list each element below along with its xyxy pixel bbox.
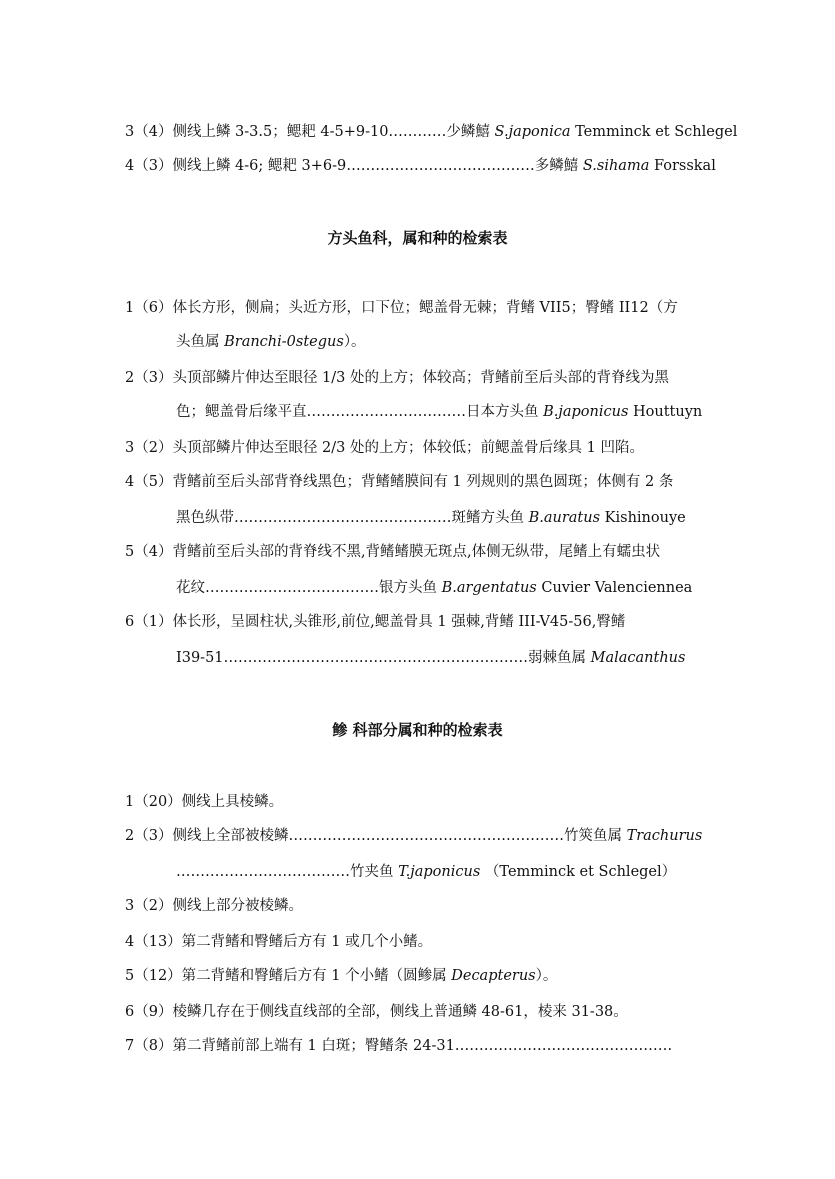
entry-text: 1（20）侧线上具棱鳞。 — [125, 794, 284, 810]
entry-text: I39-51………………………………………………………弱棘鱼属 — [176, 650, 591, 666]
key-entry-1-cont — [176, 332, 746, 352]
key-entry-6-cont — [176, 648, 746, 668]
entry-text: ………………………………竹夹鱼 — [176, 864, 399, 880]
entry-text: 4（13）第二背鳍和臀鳍后方有 1 或几个小鳍。 — [125, 934, 433, 950]
genus-name: Trachurus — [626, 828, 703, 844]
key-entry-4-cont — [176, 508, 746, 528]
entry-text: 2（3）头顶部鳞片伸达至眼径 1/3 处的上方；体较高；背鳍前至后头部的背脊线为黑 — [125, 370, 670, 386]
key-entry-6 — [125, 1002, 745, 1022]
entry-text: 4（5）背鳍前至后头部背脊线黑色；背鳍鳍膜间有 1 列规则的黑色圆斑；体侧有 2 条 — [125, 474, 674, 490]
key-entry-4 — [125, 472, 745, 492]
entry-text: 2（3）侧线上全部被棱鳞…………………………………………………竹筴鱼属 — [125, 828, 627, 844]
entry-text: 4（3）侧线上鳞 4-6; 鳃耙 3+6-9…………………………………多鳞鱚 — [125, 158, 583, 174]
key-entry-5 — [125, 966, 745, 986]
author-name: （Temminck et Schlegel） — [480, 864, 677, 880]
entry-text: 7（8）第二背鳍前部上端有 1 白斑；臀鳍条 24-31……………………………………… — [125, 1038, 673, 1054]
author-name: Kishinouye — [600, 510, 686, 526]
species-name: T.japonicus — [398, 864, 481, 880]
species-name: B.auratus — [528, 510, 601, 526]
species-name: B.japonicus — [543, 404, 629, 420]
key-entry-2 — [125, 826, 745, 846]
species-name: B.argentatus — [441, 580, 537, 596]
key-entry-1 — [125, 792, 745, 812]
section-title: 方头鱼科，属和种的检索表 — [327, 229, 508, 247]
entry-text: 6（1）体长形，呈圆柱状,头锥形,前位,鳃盖骨具 1 强棘,背鳍 III-V45-56,臀鳍 — [125, 614, 626, 630]
section-title: 鲹 科部分属和种的检索表 — [332, 721, 503, 739]
entry-text: 1（6）体长方形，侧扁；头近方形，口下位；鳃盖骨无棘；背鳍 VII5；臀鳍 II12（方 — [125, 300, 678, 316]
species-name: S.japonica — [494, 124, 571, 140]
key-entry-6 — [125, 612, 745, 632]
author-name: Houttuyn — [628, 404, 703, 420]
genus-name: Branchi-0stegus — [224, 334, 344, 350]
key-entry-3 — [125, 896, 745, 916]
key-entry-3 — [125, 438, 745, 458]
entry-text: ）。 — [343, 334, 366, 350]
key-entry-5 — [125, 542, 745, 562]
key-entry-4 — [125, 156, 745, 176]
species-name: S.sihama — [582, 158, 650, 174]
entry-text: 3（2）头顶部鳞片伸达至眼径 2/3 处的上方；体较低；前鳃盖骨后缘具 1 凹陷。 — [125, 440, 644, 456]
entry-text: 5（12）第二背鳍和臀鳍后方有 1 个小鳍（圆鲹属 — [125, 968, 452, 984]
entry-text: 花纹………………………………银方头鱼 — [176, 580, 442, 596]
entry-text: 3（2）侧线上部分被棱鳞。 — [125, 898, 303, 914]
author-name: Temminck et Schlegel — [570, 124, 738, 140]
key-entry-5-cont — [176, 578, 746, 598]
key-entry-4 — [125, 932, 745, 952]
author-name: Cuvier Valenciennea — [536, 580, 693, 596]
author-name: Forsskal — [649, 158, 716, 174]
entry-text: 3（4）侧线上鳞 3-3.5；鳃耙 4-5+9-10…………少鳞鱚 — [125, 124, 495, 140]
entry-text: 6（9）棱鳞几存在于侧线直线部的全部，侧线上普通鳞 48-61，棱来 31-38。 — [125, 1004, 628, 1020]
entry-text: 黑色纵带………………………………………斑鳍方头鱼 — [176, 510, 529, 526]
entry-text: 色；鳃盖骨后缘平直……………………………日本方头鱼 — [176, 404, 544, 420]
entry-text: 头鱼属 — [176, 334, 225, 350]
entry-text: 5（4）背鳍前至后头部的背脊线不黑,背鳍鳍膜无斑点,体侧无纵带，尾鳍上有蠕虫状 — [125, 544, 661, 560]
entry-text: ）。 — [535, 968, 558, 984]
key-entry-1 — [125, 298, 745, 318]
genus-name: Decapterus — [451, 968, 536, 984]
key-entry-3 — [125, 122, 745, 142]
key-entry-2-cont — [176, 862, 746, 882]
key-entry-2-cont — [176, 402, 746, 422]
key-entry-2 — [125, 368, 745, 388]
key-entry-7 — [125, 1036, 745, 1056]
genus-name: Malacanthus — [590, 650, 686, 666]
